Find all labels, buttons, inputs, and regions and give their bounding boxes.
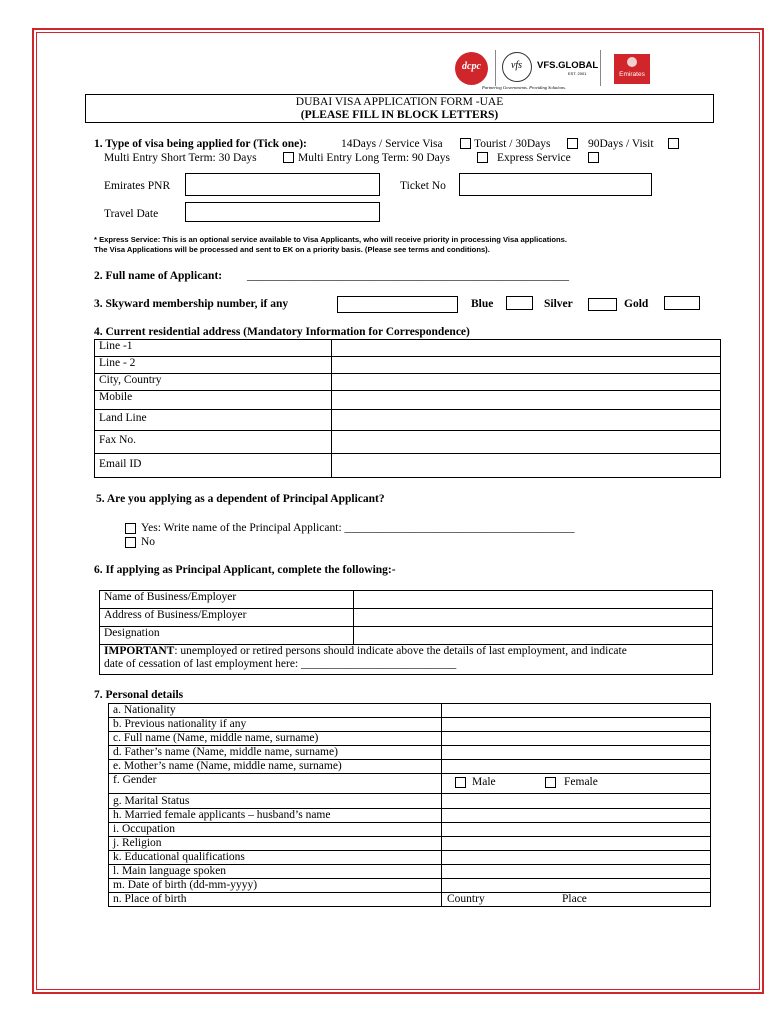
religion-input[interactable]: [442, 837, 711, 851]
address-line1-input[interactable]: [332, 340, 721, 357]
female-label: Female: [564, 776, 598, 788]
q2-label: 2. Full name of Applicant:: [94, 270, 223, 282]
checkbox-tourist[interactable]: [567, 138, 578, 149]
vfs-global-text: VFS.GLOBAL: [537, 60, 599, 71]
vfs-tagline: Partnering Governments. Providing Solutions.: [482, 85, 566, 90]
emirates-logo-text: Emirates: [619, 71, 645, 78]
checkbox-express[interactable]: [588, 152, 599, 163]
travel-date-input[interactable]: [185, 202, 380, 222]
checkbox-no[interactable]: [125, 537, 136, 548]
full-name-input[interactable]: [442, 732, 711, 746]
important-text: : unemployed or retired persons should indicate above the details of last employment, and indicate: [174, 645, 627, 657]
pnr-input[interactable]: [185, 173, 380, 196]
ticket-input[interactable]: [459, 173, 652, 196]
land-line-input[interactable]: [332, 410, 721, 431]
address-line2-input[interactable]: [332, 357, 721, 374]
employer-row-label: Designation: [100, 627, 354, 645]
personal-row-label: b. Previous nationality if any: [109, 718, 442, 732]
dcpc-logo: [455, 52, 488, 85]
personal-row-label: c. Full name (Name, middle name, surname): [109, 732, 442, 746]
personal-row-label: e. Mother’s name (Name, middle name, surname): [109, 760, 442, 774]
q4-label: 4. Current residential address (Mandatory Information for Correspondence): [94, 326, 470, 338]
gold-label: Gold: [624, 298, 649, 310]
email-input[interactable]: [332, 454, 721, 478]
checkbox-silver[interactable]: [588, 298, 617, 311]
travel-date-label: Travel Date: [104, 208, 159, 220]
opt-90days-label: 90Days / Visit: [588, 138, 654, 150]
address-row-label: Line - 2: [95, 357, 332, 374]
logo-divider: [495, 50, 496, 86]
important-line2: date of cessation of last employment here: ___________________________: [104, 658, 457, 670]
logo-divider-2: [600, 50, 601, 86]
city-country-input[interactable]: [332, 374, 721, 391]
full-name-blank[interactable]: ________________________________________________________: [247, 270, 569, 282]
prev-nationality-input[interactable]: [442, 718, 711, 732]
employer-row-label: Name of Business/Employer: [100, 591, 354, 609]
opt-multi-long-label: Multi Entry Long Term: 90 Days: [298, 152, 450, 164]
designation-input[interactable]: [354, 627, 713, 645]
personal-row-label: n. Place of birth: [109, 893, 442, 907]
employer-table: [99, 590, 713, 675]
employer-row-label: Address of Business/Employer: [100, 609, 354, 627]
silver-label: Silver: [544, 298, 573, 310]
address-row-label: Email ID: [95, 454, 332, 478]
q6-label: 6. If applying as Principal Applicant, complete the following:-: [94, 564, 396, 576]
nationality-input[interactable]: [442, 704, 711, 718]
personal-details-table: [108, 703, 711, 907]
gender-cell: [442, 774, 711, 794]
form-title: DUBAI VISA APPLICATION FORM -UAE: [295, 96, 504, 108]
important-note: [100, 645, 713, 675]
vfs-logo: [502, 52, 532, 82]
no-label: No: [141, 536, 156, 548]
emirates-emblem-icon: [627, 57, 637, 67]
q1-label: 1. Type of visa being applied for (Tick one):: [94, 138, 307, 150]
personal-row-label: l. Main language spoken: [109, 865, 442, 879]
male-label: Male: [472, 776, 496, 788]
opt-multi-short-label: Multi Entry Short Term: 30 Days: [104, 152, 257, 164]
address-row-label: Line -1: [95, 340, 332, 357]
education-input[interactable]: [442, 851, 711, 865]
checkbox-14days[interactable]: [460, 138, 471, 149]
personal-row-label: f. Gender: [109, 774, 442, 794]
important-bold: IMPORTANT: [104, 645, 175, 657]
yes-label: Yes: Write name of the Principal Applicant: ________________________________________: [141, 522, 575, 534]
personal-row-label: d. Father’s name (Name, middle name, surname): [109, 746, 442, 760]
checkbox-multi-long[interactable]: [477, 152, 488, 163]
address-row-label: Land Line: [95, 410, 332, 431]
opt-express-label: Express Service: [497, 152, 571, 164]
q5-label: 5. Are you applying as a dependent of Principal Applicant?: [96, 493, 385, 505]
father-name-input[interactable]: [442, 746, 711, 760]
personal-row-label: h. Married female applicants – husband’s name: [109, 809, 442, 823]
address-row-label: Fax No.: [95, 431, 332, 454]
personal-row-label: a. Nationality: [109, 704, 442, 718]
q7-label: 7. Personal details: [94, 689, 184, 701]
personal-row-label: k. Educational qualifications: [109, 851, 442, 865]
form-subtitle: (PLEASE FILL IN BLOCK LETTERS): [300, 109, 499, 121]
personal-row-label: j. Religion: [109, 837, 442, 851]
express-note-line1: * Express Service: This is an optional service available to Visa Applicants, who will receive priority in processing Visa applications.: [94, 235, 567, 244]
occupation-input[interactable]: [442, 823, 711, 837]
pnr-label: Emirates PNR: [104, 180, 171, 192]
personal-row-label: g. Marital Status: [109, 794, 442, 809]
mobile-input[interactable]: [332, 391, 721, 410]
personal-row-label: i. Occupation: [109, 823, 442, 837]
employer-address-input[interactable]: [354, 609, 713, 627]
vfs-logo-text: vfs: [510, 60, 523, 71]
place-label: Place: [562, 893, 587, 905]
address-row-label: City, Country: [95, 374, 332, 391]
express-note-line2: The Visa Applications will be processed and sent to EK on a priority basis. (Please see terms and conditions).: [94, 245, 490, 254]
checkbox-90days[interactable]: [668, 138, 679, 149]
checkbox-male[interactable]: [455, 777, 466, 788]
checkbox-female[interactable]: [545, 777, 556, 788]
checkbox-gold[interactable]: [664, 296, 700, 310]
birthplace-cell[interactable]: [442, 893, 711, 907]
dob-input[interactable]: [442, 879, 711, 893]
opt-14days-label: 14Days / Service Visa: [341, 138, 443, 150]
checkbox-multi-short[interactable]: [283, 152, 294, 163]
checkbox-yes[interactable]: [125, 523, 136, 534]
mother-name-input[interactable]: [442, 760, 711, 774]
personal-row-label: m. Date of birth (dd-mm-yyyy): [109, 879, 442, 893]
vfs-est-text: EST. 2001: [568, 71, 587, 76]
q3-label: 3. Skyward membership number, if any: [94, 298, 289, 310]
marital-input[interactable]: [442, 794, 711, 809]
employer-name-input[interactable]: [354, 591, 713, 609]
checkbox-blue[interactable]: [506, 296, 533, 310]
address-table: [94, 339, 721, 478]
blue-label: Blue: [471, 298, 494, 310]
country-label: Country: [447, 893, 485, 905]
ticket-label: Ticket No: [400, 180, 446, 192]
fax-input[interactable]: [332, 431, 721, 454]
language-input[interactable]: [442, 865, 711, 879]
opt-tourist-label: Tourist / 30Days: [474, 138, 551, 150]
skyward-input[interactable]: [337, 296, 458, 313]
dcpc-logo-text: dcpc: [462, 61, 481, 72]
emirates-logo: [614, 54, 650, 84]
address-row-label: Mobile: [95, 391, 332, 410]
husband-name-input[interactable]: [442, 809, 711, 823]
